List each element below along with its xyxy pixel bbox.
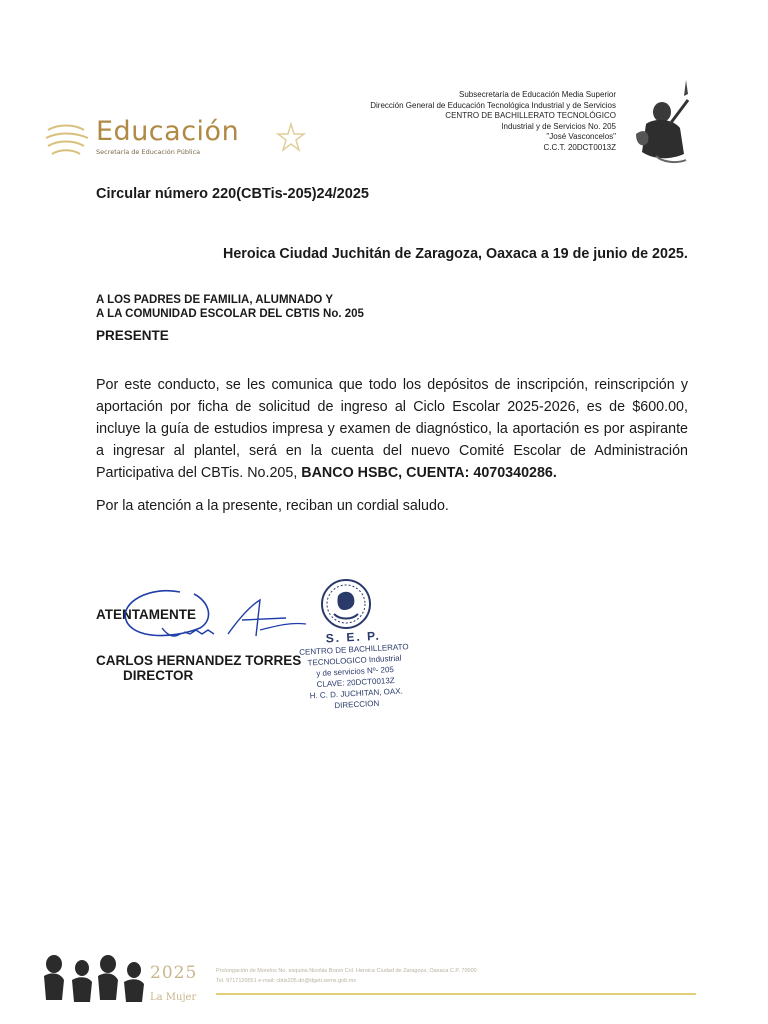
body-paragraph <box>96 374 688 484</box>
presente: PRESENTE <box>96 328 169 343</box>
body-text: Por este conducto, se les comunica que todo los depósitos de inscripción, reinscripción y aportación por ficha de solicitud de ingreso al Ciclo Escolar 2025-2026, es de $600.00, incluye la guía de estudios impresa y examen de diagnóstico, la aportación es por aspirante a ingresar al plantel, será en la cuenta del nuevo Comité Escolar de Administración Participativa del CBTis. No.205, <box>96 377 688 481</box>
circular-number: Circular número 220(CBTis-205)24/2025 <box>96 186 369 202</box>
emblem-icon <box>276 120 306 158</box>
flourish-icon <box>44 122 90 160</box>
institution-line: Industrial y de Servicios No. 205 <box>501 121 616 131</box>
stamp-sep: S. E. P. <box>325 628 382 646</box>
signer-title: DIRECTOR <box>123 668 194 683</box>
footer-divider <box>216 993 696 995</box>
institution-line: Dirección General de Educación Tecnológica Industrial y de Servicios <box>370 100 616 110</box>
bank-account: BANCO HSBC, CUENTA: 4070340286. <box>301 465 557 481</box>
logo-subtitle: Secretaría de Educación Pública <box>96 148 201 156</box>
institution-line: C.C.T. 20DCT0013Z <box>543 142 616 152</box>
institution-line: Subsecretaría de Educación Media Superior <box>459 90 616 99</box>
women-figures-icon <box>40 950 150 1006</box>
footer-year: 2025 <box>150 963 198 983</box>
educacion-logo <box>44 118 294 162</box>
mexico-seal-icon <box>316 576 376 632</box>
vasconcelos-portrait-icon <box>626 78 692 168</box>
stamp-line: y de servicios Nº- 205 <box>316 664 395 679</box>
footer-contact-line: Tel. 9717120551 e-mail: cbtis205.dir@dgeti.sems.gob.mx <box>216 978 357 984</box>
logo-word: Educación <box>96 116 240 147</box>
closing-line: Por la atención a la presente, reciban un cordial saludo. <box>96 498 449 514</box>
stamp-line: H. C. D. JUCHITAN, OAX. <box>309 686 403 701</box>
footer-motto: La Mujer <box>150 992 197 1003</box>
addressee-line: A LOS PADRES DE FAMILIA, ALUMNADO Y <box>96 294 334 306</box>
stamp-line: CENTRO DE BACHILLERATO <box>299 642 409 657</box>
institution-line: CENTRO DE BACHILLERATO TECNOLÓGICO <box>445 111 616 121</box>
stamp-line: TECNOLOGICO Industrial <box>307 653 402 668</box>
atentamente: ATENTAMENTE <box>96 607 196 622</box>
institution-line: "José Vasconcelos" <box>546 132 616 142</box>
signer-name: CARLOS HERNANDEZ TORRES <box>96 653 302 668</box>
addressee <box>96 293 364 321</box>
stamp-line: CLAVE: 20DCT0013Z <box>316 675 395 690</box>
footer-address-line: Prolongación de Morelos No. esquina Nicolás Bravo Col. Heroica Ciudad de Zaragoza, Oaxaca C.P. 70000 <box>216 968 477 974</box>
addressee-line: A LA COMUNIDAD ESCOLAR DEL CBTIS No. 205 <box>96 308 364 320</box>
official-stamp <box>298 627 412 713</box>
handwritten-signature <box>110 580 310 660</box>
institution-block <box>370 90 616 154</box>
stamp-line: DIRECCION <box>334 698 380 711</box>
place-date: Heroica Ciudad Juchitán de Zaragoza, Oaxaca a 19 de junio de 2025. <box>223 246 688 262</box>
footer-address <box>216 966 477 986</box>
